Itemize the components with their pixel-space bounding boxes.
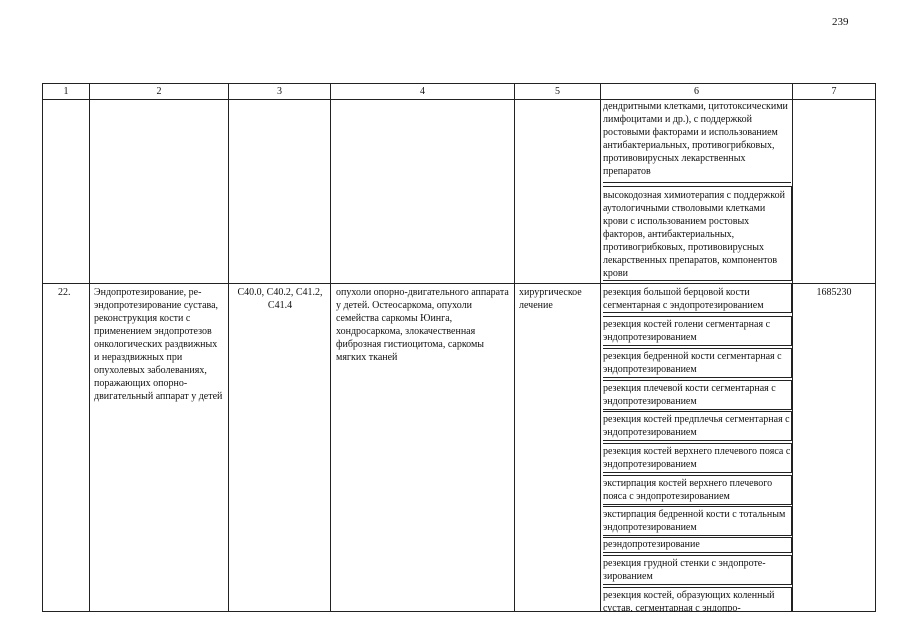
method-box xyxy=(603,537,792,553)
method-text: экстирпация бедренной кости с тотальным эндопротезированием xyxy=(603,509,786,533)
method-text: резекция костей голени сегментарная с эндопротезированием xyxy=(603,319,771,343)
method-box xyxy=(603,506,792,536)
col-border xyxy=(792,83,793,612)
header-col-2: 2 xyxy=(156,86,162,97)
method-box xyxy=(603,100,791,183)
col-border xyxy=(330,83,331,612)
col-border xyxy=(89,83,90,612)
method-box xyxy=(603,587,792,612)
header-col-3: 3 xyxy=(277,86,282,97)
col-border xyxy=(228,83,229,612)
col-border xyxy=(600,83,601,612)
col-border xyxy=(42,83,43,612)
method-text: резекция грудной стенки с эндопротезированием xyxy=(603,558,766,582)
row-number: 22. xyxy=(58,287,71,298)
header-col-1: 1 xyxy=(63,86,69,97)
method-box xyxy=(603,555,792,585)
method-text: резекция костей, образующих коленный сустав, сегментарная с эндопро- xyxy=(603,590,775,612)
col-border xyxy=(875,83,876,612)
method-text: резекция костей верхнего плечевого пояса с эндопротезированием xyxy=(603,446,791,470)
cost-value: 1685230 xyxy=(816,287,852,298)
method-text: экстирпация костей верхнего плечевого пояса с эндопротезированием xyxy=(603,478,773,502)
icd-codes: C40.0, C40.2, C41.2, C41.4 xyxy=(237,287,323,311)
patient-model: опухоли опорно-двигательного аппарата у детей. Остеосаркома, опухоли семейства саркомы Юинга, хондросаркома, злокачественная фиброзная гистиоцитома, саркомы мягких тканей xyxy=(336,287,509,363)
method-box xyxy=(603,348,792,378)
method-text: реэндопротезирование xyxy=(603,539,700,550)
method-text: дендритными клетками, цитотоксическими лимфоцитами и др.), с поддержкой ростовыми факторами и использованием антибактериальных, противогрибковых, противовирусных лекарственных препаратов xyxy=(603,101,788,177)
col-border xyxy=(514,83,515,612)
method-box xyxy=(603,443,792,473)
treatment-type: хирургическое лечение xyxy=(519,287,582,311)
method-text: резекция большой берцовой кости сегментарная с эндопротезированием xyxy=(603,287,764,311)
method-box xyxy=(603,475,792,505)
method-box xyxy=(603,316,792,346)
header-col-4: 4 xyxy=(420,86,425,97)
method-text: высокодозная химиотерапия с поддержкой аутологичными стволовыми клетками крови с использованием ростовых факторов, антибактериальных, противогрибковых, противовирусных лекарственных препаратов, компонентов крови xyxy=(603,190,785,279)
profile-name: Эндопротезирование, реэндопротезирование сустава, реконструкция кости с применением эндопротезов онкологических раздвижных и нераздвижных при опухолевых заболеваниях, поражающих опорно-двигательный аппарат у детей xyxy=(94,287,223,402)
method-box xyxy=(603,186,792,281)
method-text: резекция плечевой кости сегментарная с эндопротезированием xyxy=(603,383,776,407)
header-col-5: 5 xyxy=(555,86,560,97)
method-box xyxy=(603,284,792,313)
method-box xyxy=(603,411,792,441)
method-text: резекция костей предплечья сегментарная с эндопротезированием xyxy=(603,414,790,438)
header-col-6: 6 xyxy=(694,86,699,97)
method-text: резекция бедренной кости сегментарная с эндопротезированием xyxy=(603,351,782,375)
method-box xyxy=(603,380,792,410)
header-col-7: 7 xyxy=(831,86,837,97)
page-number: 239 xyxy=(832,16,849,28)
